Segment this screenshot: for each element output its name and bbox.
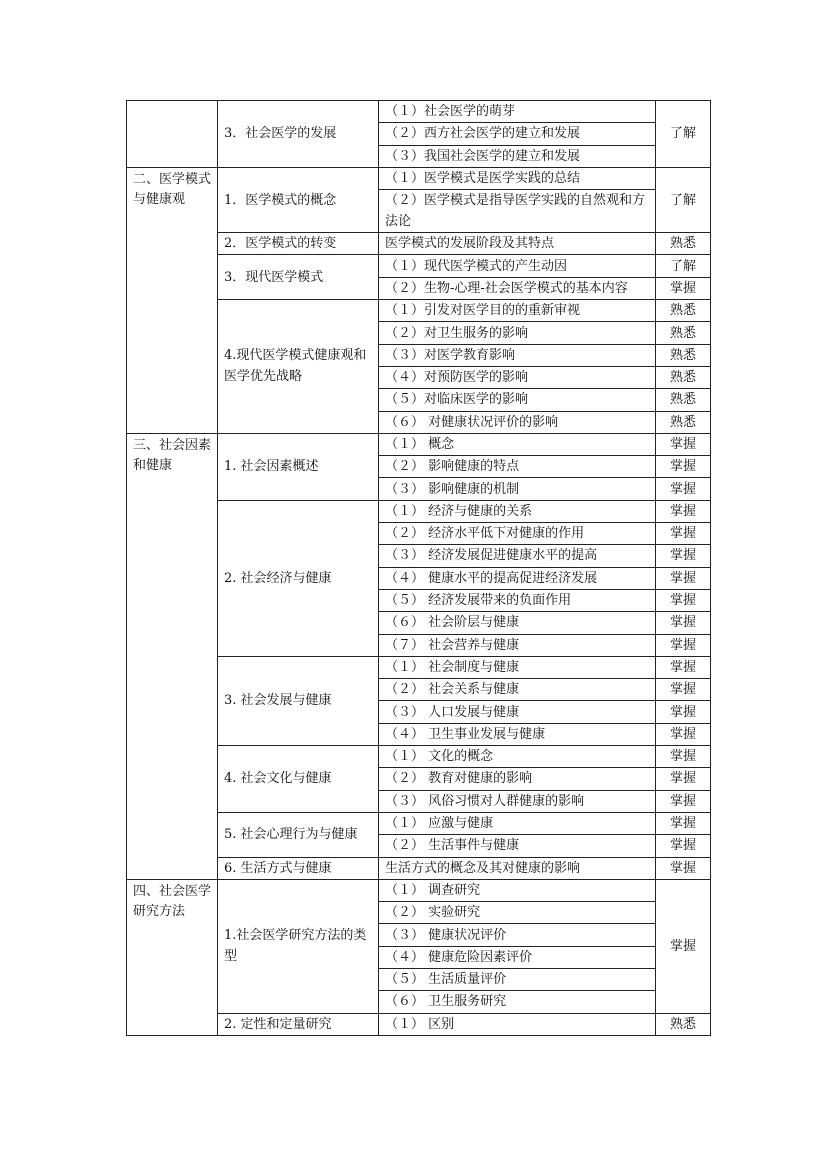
topic-name: 4.现代医学模式健康观和医学优先战略: [218, 300, 379, 434]
item-text: 医学模式的发展阶段及其特点: [379, 233, 656, 255]
item-text: （１） 应激与健康: [379, 812, 656, 834]
item-text: （１） 区别: [379, 1013, 656, 1035]
level-badge: 熟悉: [656, 411, 711, 433]
level-badge: 熟悉: [656, 322, 711, 344]
level-badge: 掌握: [656, 768, 711, 790]
level-badge: 掌握: [656, 545, 711, 567]
item-text: （６） 社会阶层与健康: [379, 612, 656, 634]
item-text: （１） 文化的概念: [379, 746, 656, 768]
topic-name: 1.社会医学研究方法的类型: [218, 879, 379, 1013]
level-badge: 熟悉: [656, 344, 711, 366]
section-title: 二、医学模式与健康观: [127, 167, 218, 433]
level-badge: 掌握: [656, 857, 711, 879]
item-text: （２）对卫生服务的影响: [379, 322, 656, 344]
level-badge: 熟悉: [656, 366, 711, 388]
item-text: （４） 健康危险因素评价: [379, 946, 656, 968]
level-badge: 掌握: [656, 656, 711, 678]
item-text: （１）医学模式是医学实践的总结: [379, 167, 656, 189]
item-text: （２）生物-心理-社会医学模式的基本内容: [379, 277, 656, 299]
topic-name: 3. 社会发展与健康: [218, 656, 379, 745]
item-text: （２） 影响健康的特点: [379, 456, 656, 478]
topic-name: 6. 生活方式与健康: [218, 857, 379, 879]
item-text: （３） 风俗习惯对人群健康的影响: [379, 790, 656, 812]
level-badge: 掌握: [656, 523, 711, 545]
level-badge: 掌握: [656, 679, 711, 701]
item-text: （１） 概念: [379, 433, 656, 455]
item-text: （３） 影响健康的机制: [379, 478, 656, 500]
section-title: [127, 101, 218, 168]
topic-name: 4. 社会文化与健康: [218, 746, 379, 813]
level-badge: 了解: [656, 255, 711, 277]
item-text: （６） 对健康状况评价的影响: [379, 411, 656, 433]
item-text: （３）对医学教育影响: [379, 344, 656, 366]
level-badge: 掌握: [656, 701, 711, 723]
topic-name: 3．现代医学模式: [218, 255, 379, 300]
item-text: （２） 经济水平低下对健康的作用: [379, 523, 656, 545]
topic-name: 1. 社会因素概述: [218, 433, 379, 500]
item-text: （１）社会医学的萌芽: [379, 101, 656, 123]
item-text: （４） 卫生事业发展与健康: [379, 723, 656, 745]
level-badge: 掌握: [656, 634, 711, 656]
topic-name: 2. 定性和定量研究: [218, 1013, 379, 1035]
item-text: （５）对临床医学的影响: [379, 389, 656, 411]
item-text: （１）现代医学模式的产生动因: [379, 255, 656, 277]
level-badge: 掌握: [656, 478, 711, 500]
item-text: （３） 健康状况评价: [379, 924, 656, 946]
item-text: （１） 经济与健康的关系: [379, 500, 656, 522]
level-badge: 掌握: [656, 812, 711, 834]
level-badge: 掌握: [656, 612, 711, 634]
item-text: （２） 实验研究: [379, 902, 656, 924]
level-badge: 掌握: [656, 433, 711, 455]
item-text: （５） 生活质量评价: [379, 968, 656, 990]
syllabus-table-body: [127, 101, 711, 1036]
item-text: 生活方式的概念及其对健康的影响: [379, 857, 656, 879]
level-badge: 熟悉: [656, 389, 711, 411]
item-text: （１）引发对医学目的的重新审视: [379, 300, 656, 322]
level-badge: 掌握: [656, 567, 711, 589]
level-badge: 了解: [656, 101, 711, 168]
topic-name: 5. 社会心理行为与健康: [218, 812, 379, 857]
topic-name: 1．医学模式的概念: [218, 167, 379, 232]
item-text: （４） 健康水平的提高促进经济发展: [379, 567, 656, 589]
item-text: （３） 人口发展与健康: [379, 701, 656, 723]
table-row: [127, 101, 711, 123]
level-badge: 掌握: [656, 790, 711, 812]
level-badge: 熟悉: [656, 1013, 711, 1035]
level-badge: 掌握: [656, 835, 711, 857]
level-badge: 熟悉: [656, 233, 711, 255]
level-badge: 掌握: [656, 456, 711, 478]
item-text: （４）对预防医学的影响: [379, 366, 656, 388]
item-text: （５） 经济发展带来的负面作用: [379, 589, 656, 611]
topic-name: 2. 社会经济与健康: [218, 500, 379, 656]
item-text: （２）医学模式是指导医学实践的自然观和方法论: [379, 190, 656, 233]
item-text: （２） 教育对健康的影响: [379, 768, 656, 790]
topic-name: 3．社会医学的发展: [218, 101, 379, 168]
level-badge: 掌握: [656, 879, 711, 1013]
item-text: （１） 调查研究: [379, 879, 656, 901]
level-badge: 掌握: [656, 746, 711, 768]
item-text: （３）我国社会医学的建立和发展: [379, 145, 656, 167]
level-badge: 掌握: [656, 589, 711, 611]
table-row: [127, 433, 711, 455]
item-text: （２） 生活事件与健康: [379, 835, 656, 857]
item-text: （３） 经济发展促进健康水平的提高: [379, 545, 656, 567]
table-row: [127, 167, 711, 189]
level-badge: 掌握: [656, 277, 711, 299]
level-badge: 掌握: [656, 723, 711, 745]
level-badge: 了解: [656, 167, 711, 232]
section-title: 四、社会医学研究方法: [127, 879, 218, 1035]
level-badge: 掌握: [656, 500, 711, 522]
section-title: 三、社会因素和健康: [127, 433, 218, 879]
level-badge: 熟悉: [656, 300, 711, 322]
item-text: （２） 社会关系与健康: [379, 679, 656, 701]
item-text: （２）西方社会医学的建立和发展: [379, 123, 656, 145]
topic-name: 2．医学模式的转变: [218, 233, 379, 255]
syllabus-table: [126, 100, 711, 1036]
table-row: [127, 879, 711, 901]
item-text: （１） 社会制度与健康: [379, 656, 656, 678]
item-text: （６） 卫生服务研究: [379, 991, 656, 1013]
item-text: （７） 社会营养与健康: [379, 634, 656, 656]
